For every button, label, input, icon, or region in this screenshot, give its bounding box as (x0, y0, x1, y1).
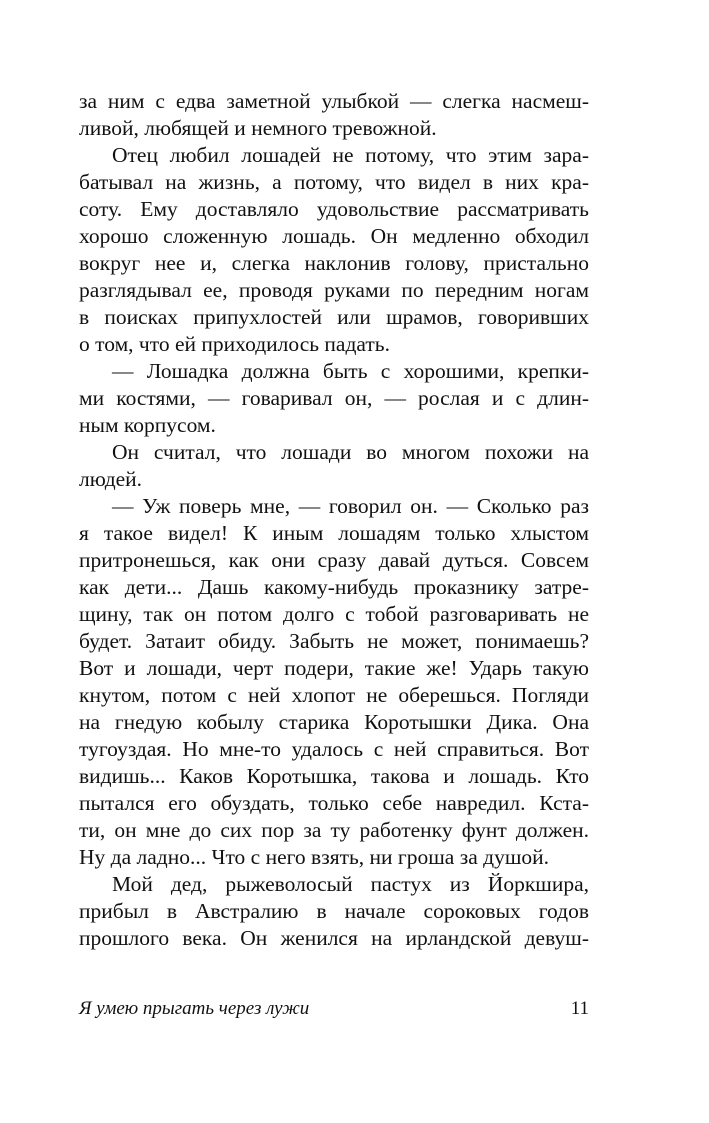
text-line: как дети... Дашь какому-нибудь проказнику затре- (79, 575, 589, 599)
text-line: Он считал, что лошади во многом похожи на (112, 440, 589, 464)
text-line: о том, что ей приходилось падать. (79, 332, 390, 356)
text-line: пытался его обуздать, только себе навредил. Кста- (79, 791, 589, 815)
running-title: Я умею прыгать через лужи (79, 998, 310, 1019)
text-line: разглядывал ее, проводя руками по передним ногам (79, 278, 589, 302)
text-line: будет. Затаит обиду. Забыть не может, понимаешь? (79, 629, 589, 653)
page-footer (79, 996, 589, 1022)
text-line: ми костями, — говаривал он, — рослая и с длин- (79, 386, 589, 410)
text-line: за ним с едва заметной улыбкой — слегка насмеш- (79, 89, 589, 113)
page-number: 11 (570, 998, 589, 1019)
text-line: притронешься, как они сразу давай дуться. Совсем (79, 548, 589, 572)
page-body (79, 88, 589, 952)
text-line: Вот и лошади, черт подери, такие же! Ударь такую (79, 656, 589, 680)
text-line: ти, он мне до сих пор за ту работенку фунт должен. (79, 818, 589, 842)
text-line: я такое видел! К иным лошадям только хлыстом (79, 521, 589, 545)
text-line: — Лошадка должна быть с хорошими, крепки- (112, 359, 589, 383)
text-line: прибыл в Австралию в начале сороковых годов (79, 899, 589, 923)
text-line: ным корпусом. (79, 413, 216, 437)
text-line: Мой дед, рыжеволосый пастух из Йоркшира, (112, 872, 589, 896)
text-line: батывал на жизнь, а потому, что видел в них кра- (79, 170, 589, 194)
text-line: Ну да ладно... Что с него взять, ни гроша за душой. (79, 845, 550, 869)
text-line: Отец любил лошадей не потому, что этим зара- (112, 143, 589, 167)
text-line: хорошо сложенную лошадь. Он медленно обходил (79, 224, 589, 248)
text-line: тугоуздая. Но мне-то удалось с ней справиться. Вот (79, 737, 589, 761)
text-line: ливой, любящей и немного тревожной. (79, 116, 437, 140)
text-line: видишь... Каков Коротышка, такова и лошадь. Кто (79, 764, 589, 788)
text-line: — Уж поверь мне, — говорил он. — Сколько раз (112, 494, 589, 518)
text-line: соту. Ему доставляло удовольствие рассматривать (79, 197, 589, 221)
text-line: кнутом, потом с ней хлопот не оберешься. Погляди (79, 683, 589, 707)
text-line: в поисках припухлостей или шрамов, говоривших (79, 305, 589, 329)
text-line: вокруг нее и, слегка наклонив голову, пристально (79, 251, 589, 275)
text-line: прошлого века. Он женился на ирландской девуш- (79, 926, 589, 950)
text-line: людей. (79, 467, 143, 491)
text-line: на гнедую кобылу старика Коротышки Дика. Она (79, 710, 589, 734)
text-line: щину, так он потом долго с тобой разговаривать не (79, 602, 589, 626)
